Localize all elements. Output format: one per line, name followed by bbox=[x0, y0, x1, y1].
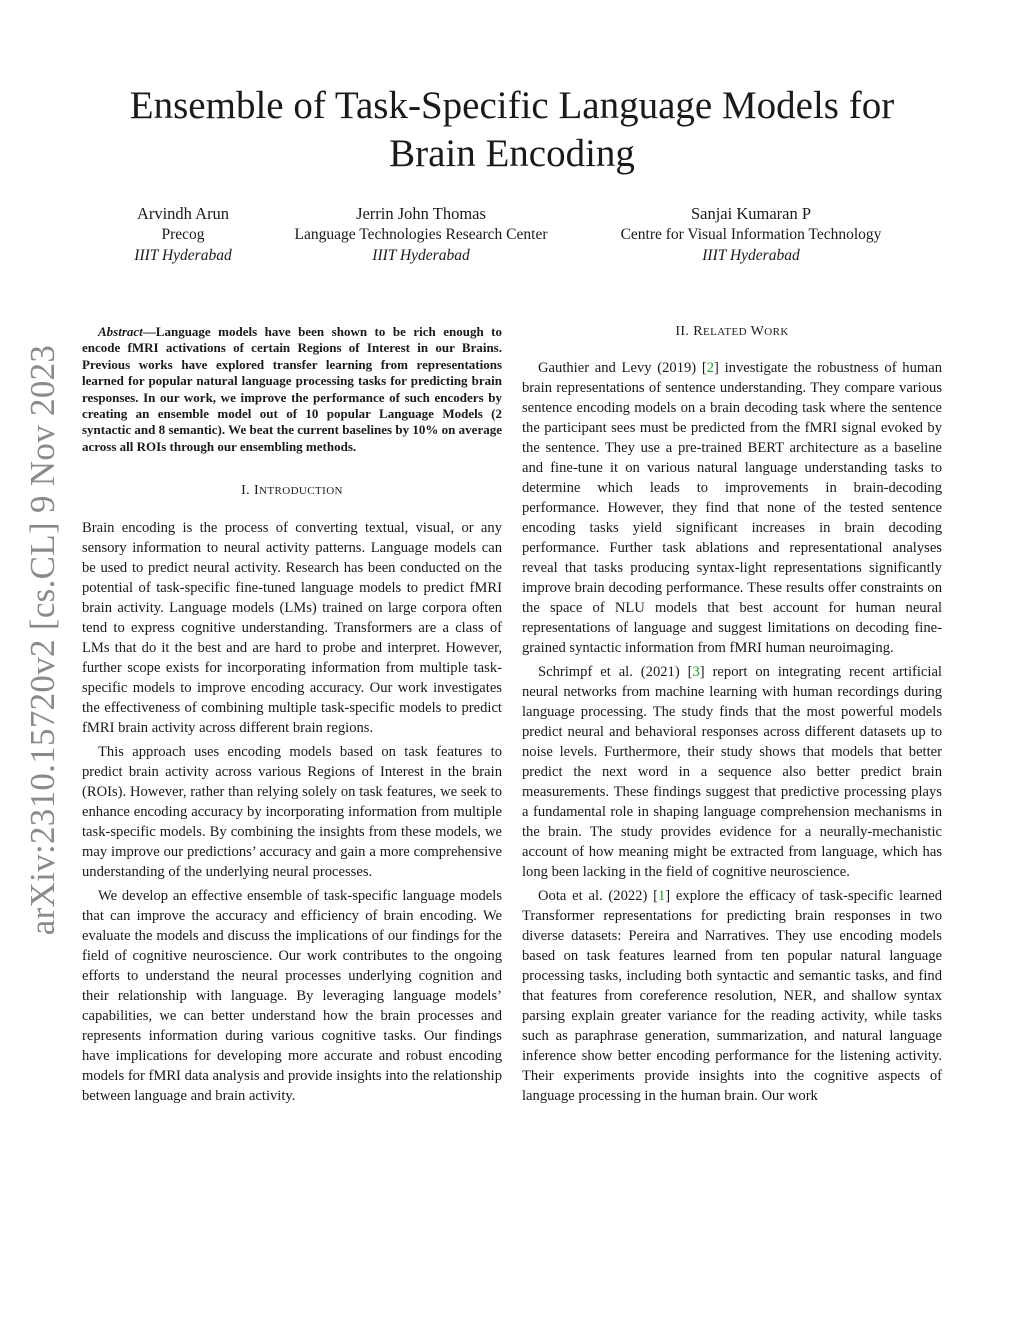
paragraph-text: Schrimpf et al. (2021) [ bbox=[538, 664, 693, 680]
section-title-rest: NTRODUCTION bbox=[259, 485, 343, 498]
author-affiliation: Centre for Visual Information Technology bbox=[620, 226, 882, 243]
related-paragraph-3 bbox=[522, 886, 942, 1106]
section-number: I. bbox=[241, 483, 251, 499]
author-1 bbox=[134, 203, 231, 266]
abstract bbox=[82, 324, 502, 455]
section-title-part: ELATED bbox=[703, 326, 747, 338]
section-heading-related-work bbox=[522, 324, 942, 340]
section-title-initial: R bbox=[693, 324, 703, 339]
arxiv-identifier-stamp: arXiv:2310.15720v2 [cs.CL] 9 Nov 2023 bbox=[23, 344, 62, 936]
section-heading-introduction bbox=[82, 481, 502, 501]
author-affiliation: Precog bbox=[161, 226, 205, 243]
paragraph-text: ] explore the efficacy of task-specific learned Transformer representations for predicting brain responses in two diverse datasets: Pereira and Narratives. They use encoding models based on task features learned from ten popular natural language processing tasks, including both syntactic and semantic tasks, and find that features from coreference resolution, NER, and shallow syntax parsing explain greater variance for the reading activity, while tasks such as paraphrase generation, summarization, and natural language inference show better encoding performance for the listening activity. Their experiments provide insights into the cognitive aspects of language processing in the human brain. Our work bbox=[522, 888, 942, 1104]
paragraph-text: Oota et al. (2022) [ bbox=[538, 888, 658, 904]
author-institution: IIIT Hyderabad bbox=[134, 247, 232, 264]
intro-paragraph-1: Brain encoding is the process of converting textual, visual, or any sensory information to neural activity patterns. Language models can be used to predict neural activity. Research has been conducted on the potential of task-specific fine-tuned language models to predict fMRI brain activity. Language models (LMs) trained on large corpora often tend to express cognitive understanding. Transformers are a class of LMs that do it the best and are hard to probe and interpret. However, further scope exists for incorporating information from multiple task-specific models to improve encoding accuracy. Our work investigates the effectiveness of combining multiple task-specific models to predict fMRI brain activity across different brain regions. bbox=[82, 520, 502, 737]
author-name: Sanjai Kumaran P bbox=[690, 204, 812, 223]
section-title-rest: ORK bbox=[764, 326, 789, 338]
author-name: Arvindh Arun bbox=[136, 204, 230, 223]
paragraph-text: ] report on integrating recent artificial neural networks from machine learning with human recordings during language processing. The study finds that the most powerful models predict neural and behavioral responses across different datasets up to noise levels. Furthermore, their study shows that models that better predict the next word in a sequence also better predict brain measurements. These findings suggest that predictive processing plays a fundamental role in shaping language comprehension mechanisms in the brain. The study provides evidence for a neurally-mechanistic account of how meaning might be extracted from language, which has long been lacking in the field of cognitive neuroscience. bbox=[522, 664, 942, 880]
author-institution: IIIT Hyderabad bbox=[372, 247, 470, 264]
section-title-initial-2: W bbox=[750, 324, 765, 339]
citation-link[interactable]: 1 bbox=[657, 888, 666, 904]
section-number: II. bbox=[675, 324, 690, 339]
paper-title bbox=[0, 82, 1024, 178]
abstract-label: Abstract bbox=[98, 324, 143, 339]
author-3 bbox=[621, 203, 882, 266]
author-name: Jerrin John Thomas bbox=[356, 204, 486, 223]
author-2 bbox=[295, 203, 548, 266]
intro-paragraph-2: This approach uses encoding models based on task features to predict brain activity across various Regions of Interest in the brain (ROIs). However, rather than relying solely on task features, we seek to enhance encoding accuracy by incorporating information from multiple task-specific models. By combining the insights from these models, we may improve our predictions’ accuracy and gain a more comprehensive understanding of the underlying neural processes. bbox=[82, 744, 502, 881]
author-institution: IIIT Hyderabad bbox=[702, 247, 800, 264]
author-affiliation: Language Technologies Research Center bbox=[294, 226, 548, 243]
right-column bbox=[522, 324, 942, 1110]
citation-link[interactable]: 3 bbox=[692, 664, 700, 680]
section-title-initial: I bbox=[253, 483, 260, 499]
intro-paragraph-3: We develop an effective ensemble of task-specific language models that can improve the accuracy and efficiency of brain encoding. We evaluate the models and discuss the implications of our findings for the field of cognitive neuroscience. Our work contributes to the ongoing efforts to understand the neural processes underlying cognition and their relationship with language. By leveraging language models’ capabilities, we can better understand how the brain processes and represents information during various cognitive tasks. Our findings have implications for developing more accurate and robust encoding models for fMRI data analysis and provide insights into the relationship between language and brain activity. bbox=[82, 888, 502, 1105]
left-column bbox=[82, 324, 502, 1110]
paragraph-text: Gauthier and Levy (2019) [ bbox=[538, 360, 707, 376]
citation-link[interactable]: 2 bbox=[706, 360, 715, 376]
title-line-1: Ensemble of Task-Specific Language Models for bbox=[129, 84, 895, 127]
paragraph-text: ] investigate the robustness of human brain representations of sentence understanding. They compare various sentence encoding models on a brain decoding task where the sentence the participant sees must be predicted from the fMRI signal evoked by the sentence. They use a pre-trained BERT architecture as a baseline and fine-tune it on various natural language understanding tasks to determine which leads to improvements in brain-decoding performance. However, they find that none of the tested sentence encoding tasks yield significant increases in brain decoding performance. Further task ablations and representational analyses reveal that tasks producing syntax-light representations significantly improve brain decoding performance. These results offer constraints on the space of NLU models that best account for human neural representations of language and suggest limitations on decoding fine-grained syntactic information from fMRI human neuroimaging. bbox=[522, 360, 942, 656]
title-line-2: Brain Encoding bbox=[389, 132, 635, 175]
abstract-text: —Language models have been shown to be rich enough to encode fMRI activations of certain Regions of Interest in our Brains. Previous works have explored transfer learning from representations learned for popular natural language processing tasks for predicting brain responses. In our work, we improve the performance of such encoders by creating an ensemble model out of 10 popular Language Models (2 syntactic and 8 semantic). We beat the current baselines by 10% on average across all ROIs through our ensembling methods. bbox=[82, 324, 502, 454]
related-paragraph-1 bbox=[522, 358, 942, 658]
related-paragraph-2 bbox=[522, 662, 942, 882]
